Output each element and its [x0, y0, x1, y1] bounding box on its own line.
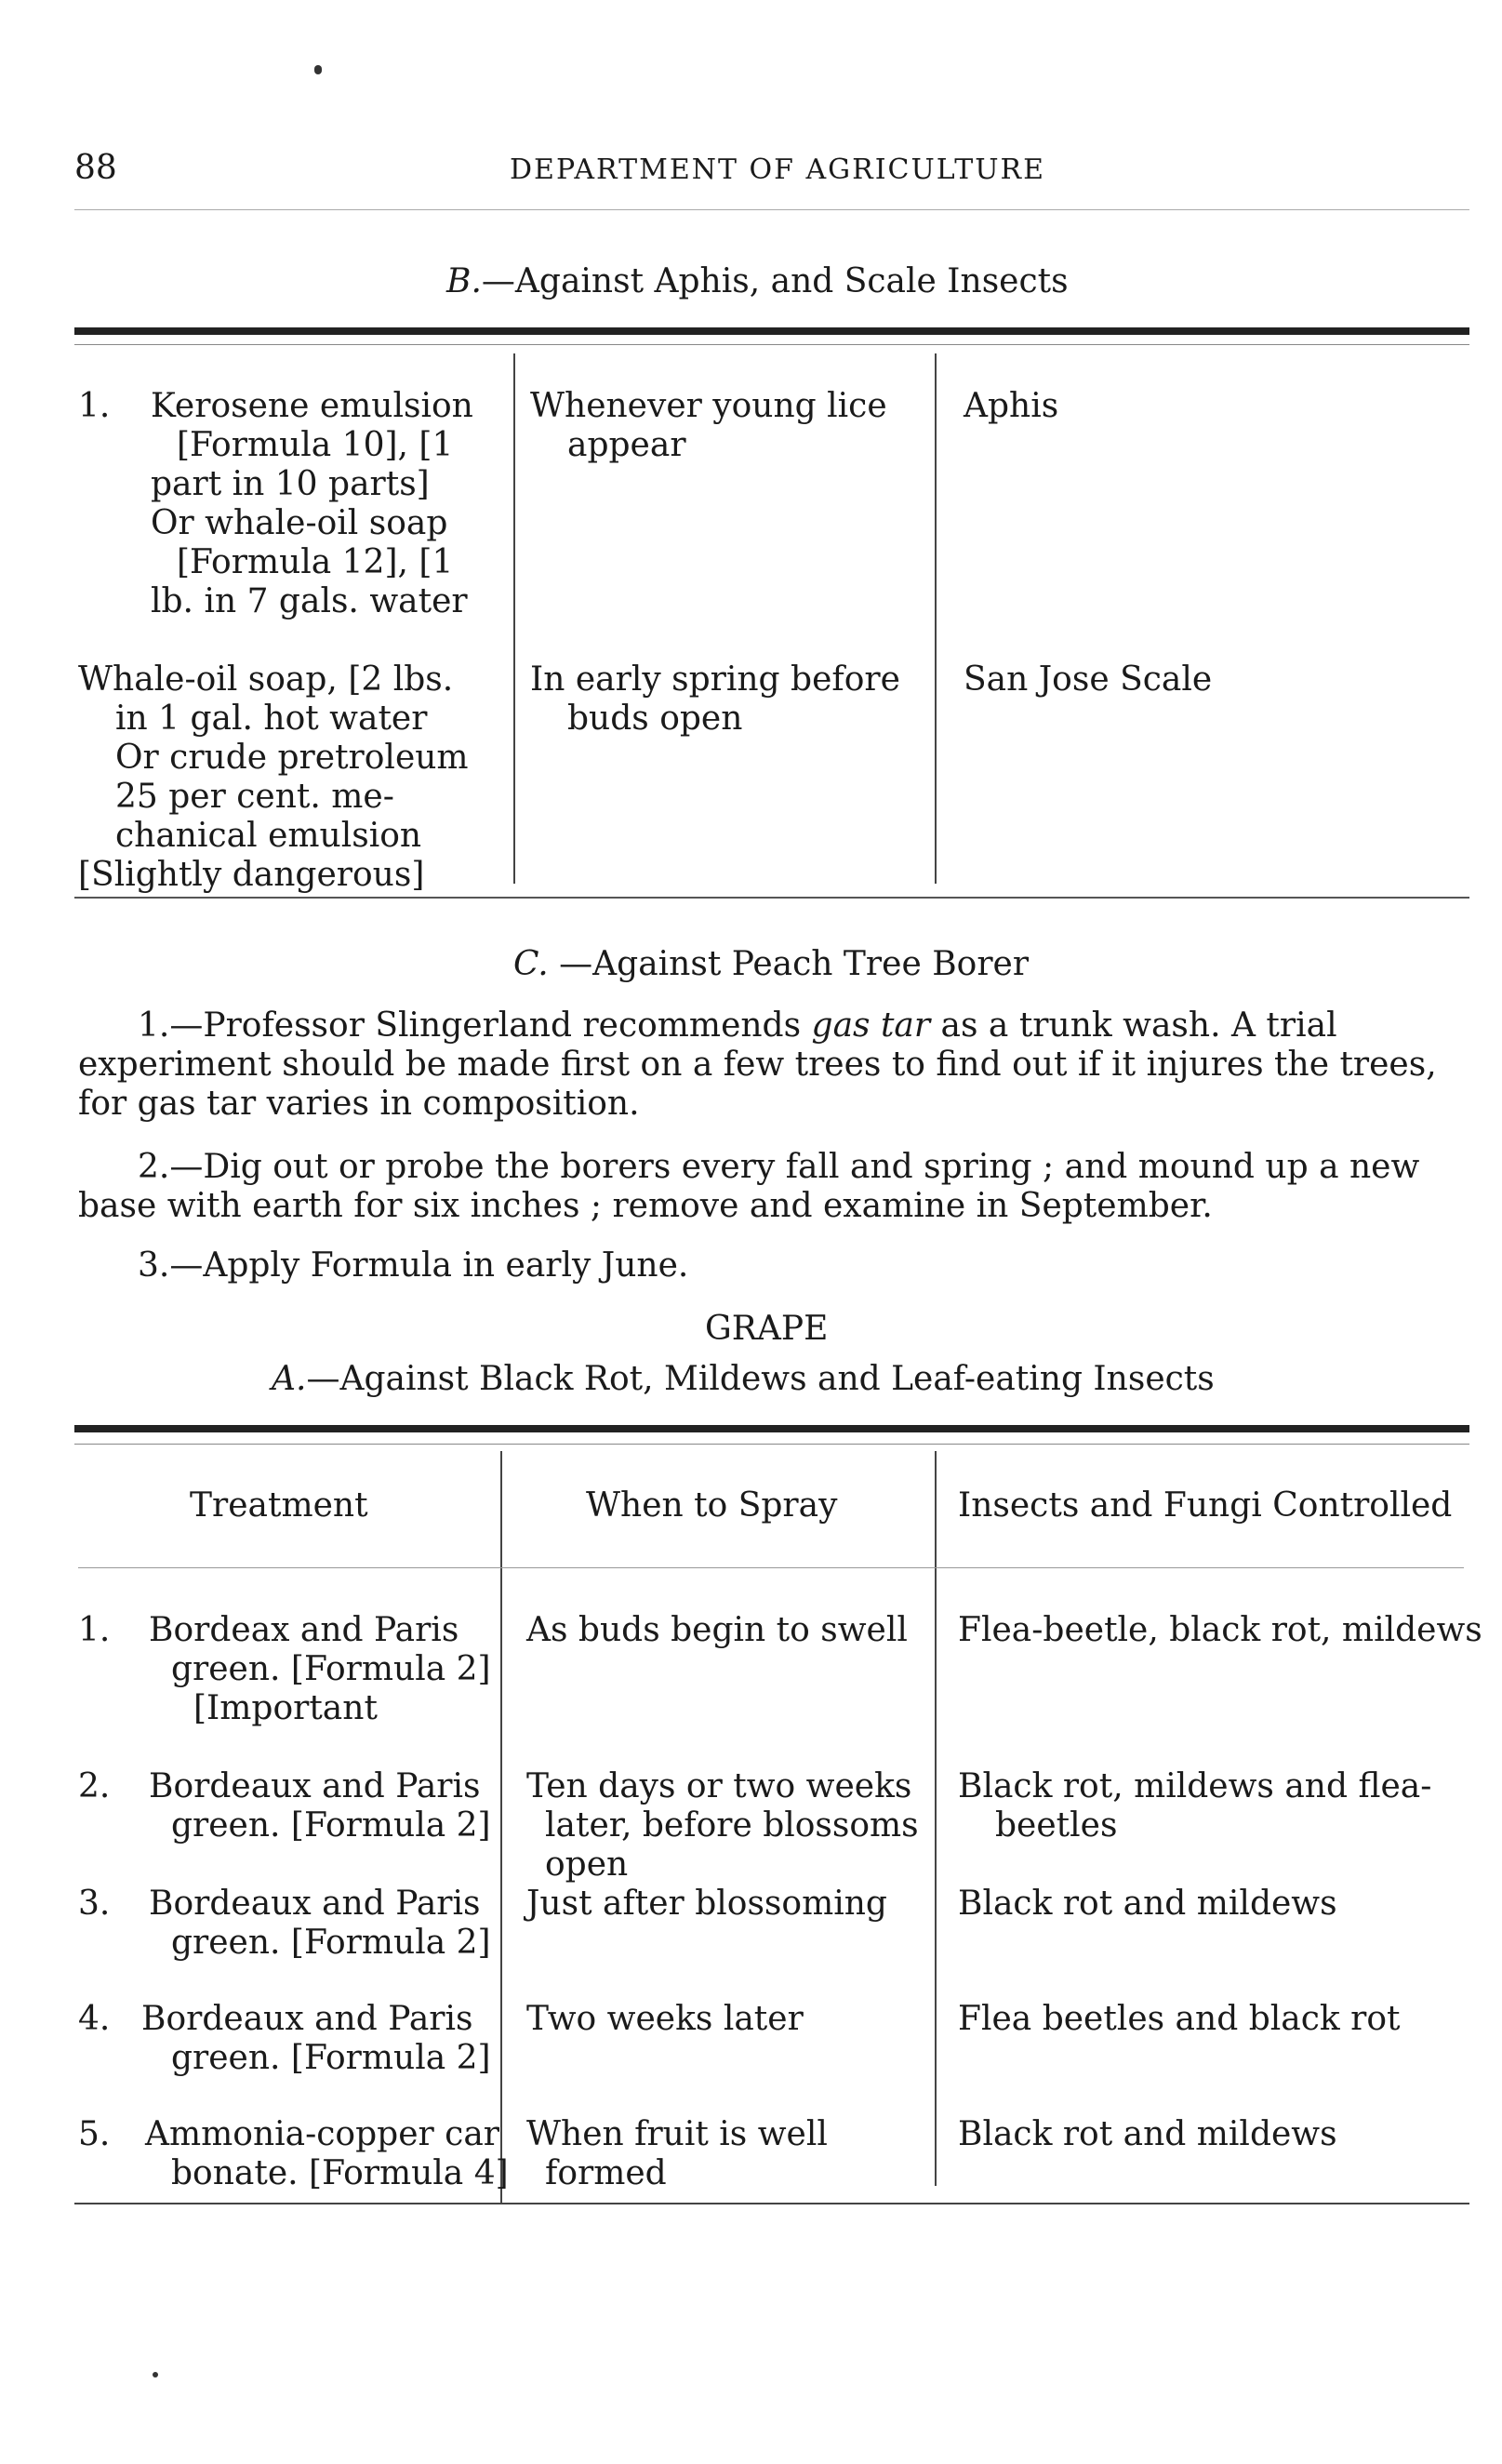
- row-number: 4.: [78, 2000, 111, 2038]
- ink-speck: [314, 65, 322, 74]
- treatment-cell: Bordeaux and Paris green. [Formula 2]: [149, 1885, 491, 1962]
- when-cell: Two weeks later: [526, 2000, 804, 2038]
- paragraph-2: 2.—Dig out or probe the borers every fall and spring ; and mound up a new base with earth for six inches ; remove and examine in September.: [78, 1148, 1420, 1225]
- paragraph-1: 1.—Professor Slingerland recommends gas tar as a trunk wash. A trial experiment should be made first on a few trees to find out if it injures the trees, for gas tar varies in composition.: [78, 1006, 1437, 1123]
- section-b-top-rule: [74, 327, 1469, 335]
- controlled-cell: Flea-beetle, black rot, mildews: [958, 1611, 1482, 1649]
- treatment-cell: Bordeaux and Paris green. [Formula 2]: [149, 1767, 491, 1845]
- page-number: 88: [74, 149, 117, 187]
- controlled-cell: Black rot and mildews: [958, 2115, 1337, 2153]
- grape-subtitle: A.—Against Black Rot, Mildews and Leaf-eating Insects: [272, 1360, 1215, 1398]
- treatment-cell: Whale-oil soap, [2 lbs. in 1 gal. hot water Or crude pretroleum 25 per cent. me- chanical emulsion [Slightly dangerous]: [78, 660, 469, 894]
- header-rule: [74, 209, 1469, 210]
- treatment-cell: Ammonia-copper car bonate. [Formula 4]: [145, 2115, 509, 2192]
- row-number: 3.: [78, 1885, 111, 1923]
- col-divider: [513, 353, 515, 884]
- section-b-title: B.—Against Aphis, and Scale Insects: [446, 262, 1069, 300]
- col-divider: [935, 353, 937, 884]
- column-header: Treatment: [190, 1486, 368, 1525]
- col-divider: [500, 1451, 502, 2204]
- row-number: 5.: [78, 2115, 111, 2153]
- col-divider: [935, 1451, 937, 2186]
- column-header: Insects and Fungi Controlled: [958, 1486, 1453, 1525]
- header-underline: [78, 1567, 1464, 1568]
- controlled-cell: Black rot and mildews: [958, 1885, 1337, 1923]
- grape-top-rule: [74, 1425, 1469, 1432]
- treatment-cell: Kerosene emulsion [Formula 10], [1 part in 10 parts] Or whale-oil soap [Formula 12], [1 lb. in 7 gals. water: [151, 387, 473, 620]
- section-b-sub-rule: [74, 344, 1469, 345]
- section-b-bottom-rule: [74, 897, 1469, 899]
- row-number: 1.: [78, 387, 111, 425]
- controlled-cell: Aphis: [964, 387, 1059, 425]
- controlled-cell: San Jose Scale: [964, 660, 1213, 699]
- when-cell: In early spring before buds open: [530, 660, 900, 738]
- column-header: When to Spray: [586, 1486, 838, 1525]
- when-cell: Just after blossoming: [526, 1885, 887, 1923]
- when-cell: As buds begin to swell: [526, 1611, 908, 1649]
- when-cell: Whenever young lice appear: [530, 387, 887, 464]
- treatment-cell: Bordeaux and Paris green. [Formula 2]: [141, 2000, 491, 2077]
- paragraph-3: 3.—Apply Formula in early June.: [138, 1246, 689, 1285]
- section-c-title: C. —Against Peach Tree Borer: [513, 945, 1030, 983]
- ink-speck: [153, 2372, 158, 2377]
- controlled-cell: Black rot, mildews and flea- beetles: [958, 1767, 1432, 1845]
- controlled-cell: Flea beetles and black rot: [958, 2000, 1401, 2038]
- grape-bottom-rule: [74, 2203, 1469, 2204]
- treatment-cell: Bordeax and Paris green. [Formula 2] [Important: [149, 1611, 491, 1727]
- when-cell: When fruit is well formed: [526, 2115, 828, 2192]
- row-number: 2.: [78, 1767, 111, 1805]
- grape-heading: GRAPE: [705, 1310, 829, 1348]
- when-cell: Ten days or two weeks later, before blossoms open: [526, 1767, 919, 1884]
- running-head: DEPARTMENT OF AGRICULTURE: [510, 153, 1046, 186]
- grape-sub-rule: [74, 1444, 1469, 1445]
- row-number: 1.: [78, 1611, 111, 1649]
